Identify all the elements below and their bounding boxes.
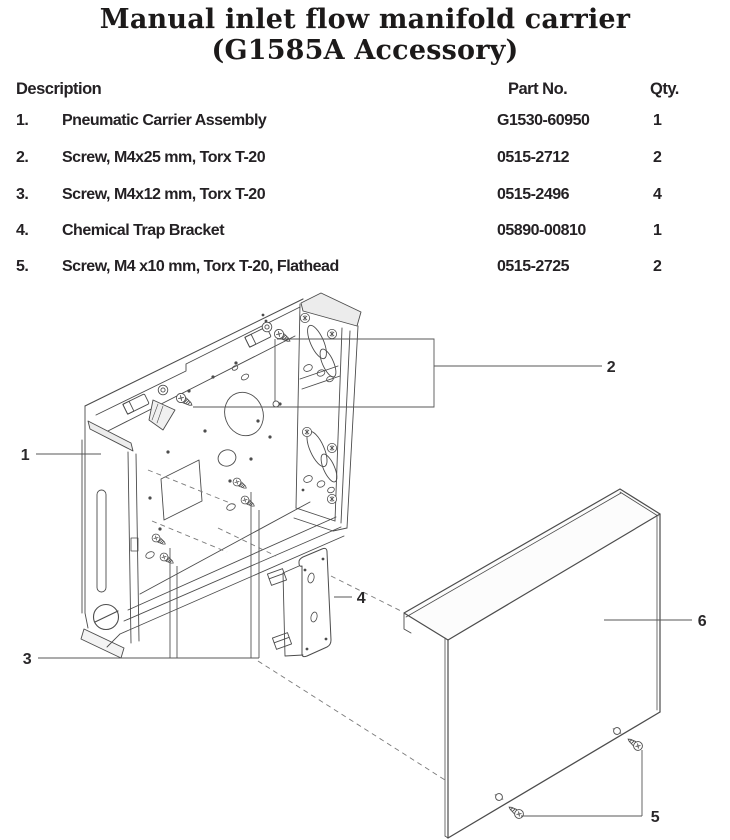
item5-screws xyxy=(493,726,644,820)
page-title-line1: Manual inlet flow manifold carrier xyxy=(99,4,631,35)
callout-2 xyxy=(193,339,616,407)
callout-3-label: 3 xyxy=(22,651,32,668)
row-qty: 4 xyxy=(653,186,662,203)
callout-5 xyxy=(521,750,660,826)
callout-2-label: 2 xyxy=(606,359,616,376)
row-desc: Screw, M4x25 mm, Torx T-20 xyxy=(62,149,266,166)
callout-1-label: 1 xyxy=(20,447,30,464)
row-part-no: 0515-2496 xyxy=(497,186,570,203)
callout-4-label: 4 xyxy=(356,590,366,607)
row-qty: 2 xyxy=(653,149,662,166)
row-num: 3. xyxy=(16,186,29,203)
row-desc: Pneumatic Carrier Assembly xyxy=(62,112,267,129)
row-qty: 1 xyxy=(653,222,662,239)
col-header-part-no: Part No. xyxy=(508,80,568,98)
row-qty: 2 xyxy=(653,258,662,275)
col-header-description: Description xyxy=(16,80,102,98)
row-part-no: G1530-60950 xyxy=(497,112,590,129)
row-num: 4. xyxy=(16,222,29,239)
bracket-drawing xyxy=(267,548,331,656)
row-num: 2. xyxy=(16,149,29,166)
row-desc: Screw, M4x12 mm, Torx T-20 xyxy=(62,186,266,203)
row-num: 1. xyxy=(16,112,29,129)
callout-6 xyxy=(604,613,707,630)
callout-6-label: 6 xyxy=(697,613,707,630)
callout-3 xyxy=(23,492,259,668)
col-header-qty: Qty. xyxy=(650,80,679,98)
cover-panel-drawing xyxy=(404,489,660,838)
row-desc: Screw, M4 x10 mm, Torx T-20, Flathead xyxy=(62,258,339,275)
row-num: 5. xyxy=(16,258,29,275)
callout-5-label: 5 xyxy=(650,809,660,826)
row-desc: Chemical Trap Bracket xyxy=(62,222,225,239)
page-title-line2: (G1585A Accessory) xyxy=(211,35,519,66)
callout-4 xyxy=(334,590,366,607)
callout-1 xyxy=(21,447,101,464)
row-part-no: 0515-2725 xyxy=(497,258,570,275)
row-part-no: 05890-00810 xyxy=(497,222,586,239)
row-qty: 1 xyxy=(653,112,662,129)
item3-screws xyxy=(151,477,257,567)
assembly-dashed-lines xyxy=(148,470,445,780)
row-part-no: 0515-2712 xyxy=(497,149,570,166)
